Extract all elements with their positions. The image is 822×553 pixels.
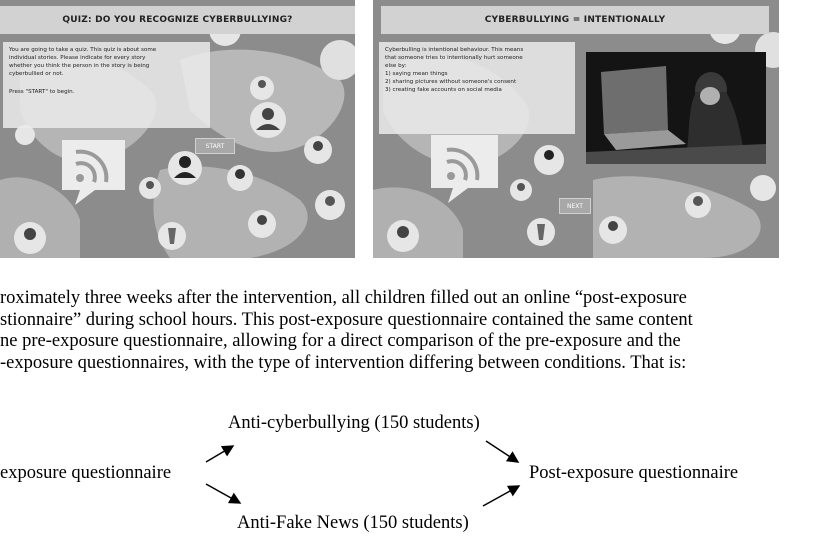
definition-line: 2) sharing pictures without someone's consent — [385, 79, 517, 85]
flow-arrows — [0, 400, 822, 553]
definition-line: 1) saying mean things — [385, 71, 448, 77]
quiz-intro-text — [3, 42, 210, 128]
arrow-bottom-to-end — [483, 486, 519, 506]
arrow-start-to-bottom — [206, 484, 240, 503]
paragraph-line: stionnaire” during school hours. This post-exposure questionnaire contained the same content — [0, 309, 693, 330]
intro-line: You are going to take a quiz. This quiz is about some — [9, 47, 157, 53]
slide-definition-text — [379, 42, 575, 134]
arrow-start-to-top — [206, 446, 233, 462]
world-map-background — [0, 0, 355, 258]
paragraph-line: roximately three weeks after the intervention, all children filled out an online “post-exposure — [0, 288, 687, 308]
paragraph-line: ne pre-exposure questionnaire, allowing for a direct comparison of the pre-exposure and the — [0, 331, 681, 352]
intro-line: individual stories. Please indicate for every story — [9, 55, 146, 61]
distressed-person-laptop-photo — [586, 52, 766, 164]
arrow-top-to-end — [486, 441, 518, 462]
definition-line: that someone tries to intentionally hurt someone — [385, 55, 523, 61]
intro-line: whether you think the person in the story is being — [9, 63, 150, 69]
intro-instruction: Press "START" to begin. — [9, 89, 75, 95]
flow-branch-bottom: Anti-Fake News (150 students) — [237, 513, 469, 533]
body-paragraph — [0, 288, 822, 374]
flow-start: exposure questionnaire — [0, 463, 172, 483]
definition-line: Cyberbulling is intentional behaviour. This means — [385, 47, 524, 53]
definition-line: else by: — [385, 63, 407, 69]
flow-end: Post-exposure questionnaire — [529, 463, 739, 483]
intro-line: cyberbullied or not. — [9, 71, 64, 77]
flow-branch-top: Anti-cyberbullying (150 students) — [228, 413, 480, 433]
quiz-screenshot-left — [0, 0, 355, 258]
quiz-screenshot-right — [373, 0, 779, 258]
paragraph-line: -exposure questionnaires, with the type of intervention differing between conditions. That is: — [0, 352, 687, 373]
definition-line: 3) creating fake accounts on social media — [385, 87, 502, 93]
start-button[interactable]: START — [195, 138, 235, 154]
quiz-title: QUIZ: DO YOU RECOGNIZE CYBERBULLYING? — [0, 6, 355, 34]
slide-title: CYBERBULLYING = INTENTIONALLY — [381, 6, 769, 34]
next-button[interactable]: NEXT — [559, 198, 591, 214]
